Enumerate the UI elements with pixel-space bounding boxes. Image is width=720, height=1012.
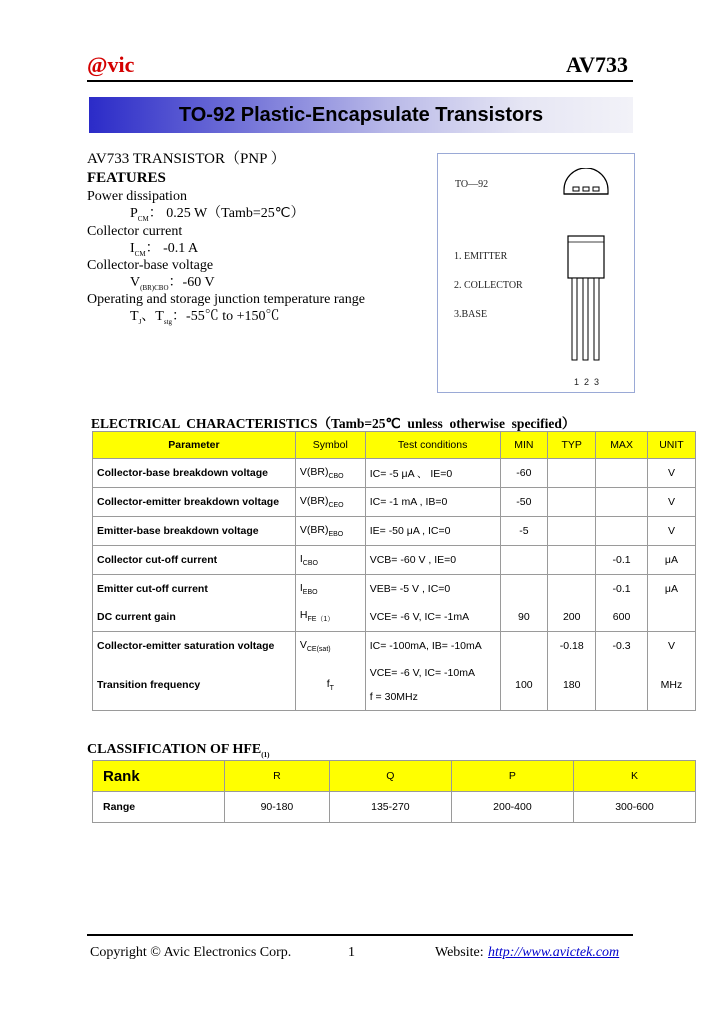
min-cell	[500, 575, 548, 604]
pin1-label: 1. EMITTER	[454, 251, 508, 262]
header-symbol: Symbol	[295, 432, 365, 459]
pcm-value: ： 0.25 W（Tamb=25℃）	[148, 206, 305, 221]
pin2-label: 2. COLLECTOR	[454, 280, 523, 291]
symbol-sub: EBO	[302, 589, 318, 597]
param-cell: Collector-emitter saturation voltage	[93, 632, 296, 661]
max-cell	[596, 488, 648, 517]
test-cell: IE= -50 μA , IC=0	[365, 517, 500, 546]
symbol-text: I	[299, 581, 303, 594]
min-cell: -50	[500, 488, 548, 517]
param-cell: Emitter-base breakdown voltage	[93, 517, 296, 546]
unit-cell: μA	[647, 575, 695, 604]
range-cell: 300-600	[573, 792, 695, 823]
classification-heading	[87, 742, 269, 759]
transistor-line: AV733 TRANSISTOR（PNP ）	[87, 151, 286, 167]
max-cell	[596, 459, 648, 488]
typ-cell	[548, 575, 596, 604]
rank-cell: K	[573, 761, 695, 792]
max-cell: -0.1	[596, 546, 648, 575]
classification-heading-text: CLASSIFICATION OF HFE	[87, 742, 262, 757]
elec-heading: ELECTRICAL CHARACTERISTICS（Tamb=25℃ unless otherwise specified）	[91, 416, 576, 431]
table-row	[93, 575, 696, 604]
symbol-sub: CE(sat)	[306, 646, 331, 654]
temp-value: ：-55℃ to +150℃	[172, 309, 280, 324]
symbol-cell	[295, 632, 365, 661]
test-cell: VCB= -60 V , IE=0	[365, 546, 500, 575]
min-cell: 90	[500, 603, 548, 632]
table-row	[93, 603, 696, 632]
part-number: AV733	[566, 52, 628, 77]
typ-cell: -0.18	[548, 632, 596, 661]
min-cell: 100	[500, 660, 548, 711]
to92-package-drawing	[558, 168, 618, 368]
table-row	[93, 660, 696, 711]
temp-spec	[130, 308, 279, 331]
typ-cell: 200	[548, 603, 596, 632]
range-label: Range	[93, 792, 225, 823]
header-rule	[87, 80, 633, 82]
pcm-symbol: P	[130, 206, 138, 221]
param-cell: Collector cut-off current	[93, 546, 296, 575]
range-cell: 200-400	[451, 792, 573, 823]
classification-heading-sub: (1)	[261, 750, 270, 759]
symbol-sub: T	[329, 685, 334, 693]
test-cell: VCE= -6 V, IC= -1mA	[365, 603, 500, 632]
rank-cell: Q	[329, 761, 451, 792]
table-row	[93, 632, 696, 661]
icm-value: ： -0.1 A	[145, 241, 199, 256]
symbol-cell	[295, 546, 365, 575]
icm-sub: CM	[134, 249, 146, 258]
symbol-sub: FE（1）	[307, 616, 335, 624]
param-cell: Collector-emitter breakdown voltage	[93, 488, 296, 517]
cb-voltage-label: Collector-base voltage	[87, 258, 214, 273]
symbol-text: H	[299, 609, 308, 622]
power-label: Power dissipation	[87, 189, 187, 204]
param-cell: Transition frequency	[93, 660, 296, 711]
test-line-1: VCE= -6 V, IC= -10mA	[369, 667, 475, 679]
pin3-label: 3.BASE	[454, 309, 488, 320]
symbol-cell	[295, 459, 365, 488]
test-cell	[365, 660, 500, 711]
unit-cell: V	[647, 632, 695, 661]
rank-label: Rank	[93, 761, 225, 792]
brand-logo: @vic	[87, 52, 135, 77]
symbol-text: I	[299, 552, 303, 565]
rank-cell: P	[451, 761, 573, 792]
vbr-value: ：-60 V	[168, 275, 215, 290]
range-cell: 135-270	[329, 792, 451, 823]
param-cell: Collector-base breakdown voltage	[93, 459, 296, 488]
package-type-label: TO—92	[455, 179, 489, 190]
copyright: Copyright © Avic Electronics Corp.	[90, 945, 292, 960]
unit-cell: MHz	[647, 660, 695, 711]
package-diagram	[437, 153, 635, 393]
footer-rule	[87, 934, 633, 936]
electrical-characteristics-table	[92, 431, 696, 711]
max-cell	[596, 660, 648, 711]
symbol-cell	[295, 603, 365, 632]
rank-row	[93, 761, 696, 792]
header-test-conditions: Test conditions	[365, 432, 500, 459]
unit-cell: V	[647, 459, 695, 488]
tstg-sub: stg	[163, 317, 173, 326]
symbol-cell	[295, 488, 365, 517]
pin-numbers: 1 2 3	[574, 377, 600, 387]
page-number: 1	[348, 945, 355, 960]
test-line-2: f = 30MHz	[369, 691, 418, 703]
min-cell: -60	[500, 459, 548, 488]
temp-label: Operating and storage junction temperature range	[87, 292, 365, 307]
tj-sub: J	[138, 317, 142, 326]
param-cell: Emitter cut-off current	[93, 575, 296, 604]
min-cell: -5	[500, 517, 548, 546]
symbol-text: V(BR)	[299, 523, 329, 536]
unit-cell: V	[647, 488, 695, 517]
classification-table	[92, 760, 696, 823]
table-row	[93, 546, 696, 575]
vbr-sub: (BR)CBO	[140, 283, 169, 292]
website-label: Website:	[435, 945, 484, 960]
tj-symbol: T	[130, 309, 139, 324]
typ-cell	[548, 546, 596, 575]
range-cell: 90-180	[225, 792, 330, 823]
header-parameter: Parameter	[93, 432, 296, 459]
vbr-symbol: V	[130, 275, 141, 290]
header-unit: UNIT	[647, 432, 695, 459]
symbol-text: V(BR)	[299, 465, 329, 478]
typ-cell	[548, 517, 596, 546]
icm-symbol: I	[130, 241, 135, 256]
param-cell: DC current gain	[93, 603, 296, 632]
symbol-text: V	[299, 638, 307, 651]
range-row	[93, 792, 696, 823]
symbol-cell	[295, 517, 365, 546]
max-cell	[596, 517, 648, 546]
header-max: MAX	[596, 432, 648, 459]
symbol-cell	[295, 575, 365, 604]
symbol-cell	[295, 660, 365, 711]
symbol-sub: EBO	[328, 531, 344, 539]
unit-cell: V	[647, 517, 695, 546]
typ-cell: 180	[548, 660, 596, 711]
unit-cell: μA	[647, 546, 695, 575]
min-cell	[500, 632, 548, 661]
table-header-row	[93, 432, 696, 459]
min-cell	[500, 546, 548, 575]
table-row	[93, 517, 696, 546]
table-row	[93, 488, 696, 517]
pcm-sub: CM	[137, 214, 149, 223]
symbol-sub: CBO	[302, 560, 318, 568]
typ-cell	[548, 488, 596, 517]
test-cell: IC= -1 mA , IB=0	[365, 488, 500, 517]
header-min: MIN	[500, 432, 548, 459]
max-cell: 600	[596, 603, 648, 632]
unit-cell	[647, 603, 695, 632]
header-typ: TYP	[548, 432, 596, 459]
tstg-symbol: 、T	[141, 309, 164, 324]
symbol-text: f	[326, 677, 330, 690]
features-heading: FEATURES	[87, 170, 166, 186]
test-cell: IC= -5 μA 、 IE=0	[365, 459, 500, 488]
typ-cell	[548, 459, 596, 488]
rank-cell: R	[225, 761, 330, 792]
symbol-sub: CEO	[328, 502, 344, 510]
table-row	[93, 459, 696, 488]
symbol-text: V(BR)	[299, 494, 329, 507]
symbol-sub: CBO	[328, 473, 344, 481]
banner-title: TO-92 Plastic-Encapsulate Transistors	[178, 104, 544, 126]
collector-current-label: Collector current	[87, 224, 183, 239]
title-banner	[89, 97, 633, 133]
test-cell: VEB= -5 V , IC=0	[365, 575, 500, 604]
test-cell: IC= -100mA, IB= -10mA	[365, 632, 500, 661]
website-link[interactable]: http://www.avictek.com	[488, 945, 620, 960]
max-cell: -0.3	[596, 632, 648, 661]
max-cell: -0.1	[596, 575, 648, 604]
